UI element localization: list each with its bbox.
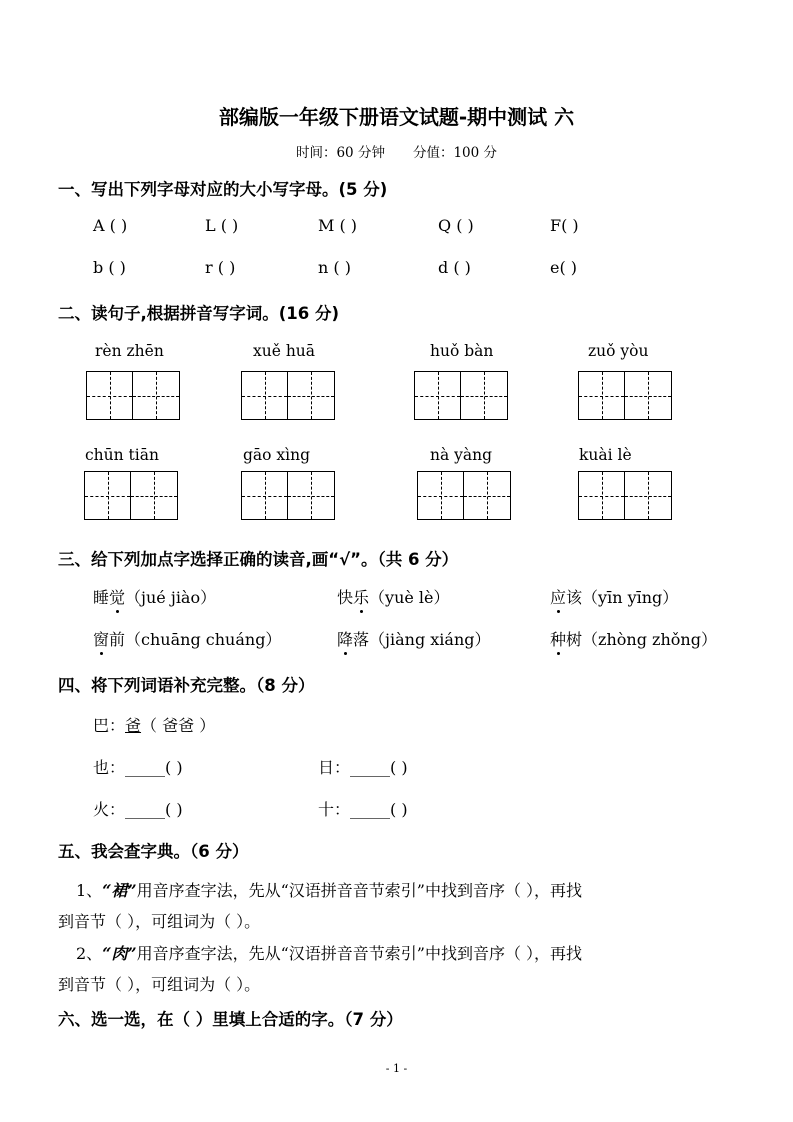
query-char: “裙” xyxy=(102,881,137,900)
dotted-char: 觉 xyxy=(109,585,125,608)
letter-item: Q ( ) xyxy=(438,216,474,235)
reading-item[interactable] xyxy=(337,585,450,608)
exam-meta xyxy=(0,141,793,161)
example-answer: 爸 xyxy=(125,716,142,735)
pinyin-label: rèn zhēn xyxy=(95,342,164,360)
dict-question-1-cont[interactable]: 到音节（ ），可组词为（ ）。 xyxy=(58,912,261,931)
letter-item: F( ) xyxy=(550,216,579,235)
reading-item[interactable] xyxy=(550,585,678,608)
letter-item: A ( ) xyxy=(93,216,128,235)
reading-options: （zhòng zhǒng） xyxy=(582,630,717,649)
fill-item[interactable]: 也：_____( ) xyxy=(93,758,183,777)
pinyin-label: kuài lè xyxy=(579,446,632,464)
query-char: “肉” xyxy=(102,944,137,963)
letter-item: e( ) xyxy=(550,258,578,277)
dotted-char: 窗 xyxy=(93,627,109,650)
pinyin-label: huǒ bàn xyxy=(430,342,494,360)
page-number: - 1 - xyxy=(385,1062,408,1075)
fill-item[interactable]: 日：_____( ) xyxy=(318,758,408,777)
reading-options: （yīn yīng） xyxy=(582,588,679,607)
letter-item: M ( ) xyxy=(318,216,358,235)
writing-grid[interactable] xyxy=(578,371,672,420)
question-text: 用音序查字法，先从“汉语拼音音节索引”中找到音序（ ），再找 xyxy=(136,881,583,900)
letter-item: r ( ) xyxy=(205,258,236,277)
writing-grid[interactable] xyxy=(86,371,180,420)
writing-grid[interactable] xyxy=(241,371,335,420)
section-4-heading: 四、将下列词语补充完整。（8 分） xyxy=(58,676,315,695)
reading-item[interactable] xyxy=(93,585,216,608)
dotted-char: 应 xyxy=(550,585,566,608)
question-text: 用音序查字法，先从“汉语拼音音节索引”中找到音序（ ），再找 xyxy=(136,944,583,963)
dotted-char: 种 xyxy=(550,627,566,650)
word-char: 该 xyxy=(566,588,583,607)
reading-item[interactable] xyxy=(550,627,717,650)
question-number: 2、 xyxy=(76,944,103,963)
letter-item: d ( ) xyxy=(438,258,471,277)
reading-options: （chuāng chuáng） xyxy=(125,630,282,649)
pinyin-label: gāo xìng xyxy=(243,446,311,464)
word-char: 睡 xyxy=(93,588,110,607)
section-6-heading: 六、选一选，在（ ）里填上合适的字。（7 分） xyxy=(58,1010,403,1029)
section-1-heading: 一、写出下列字母对应的大小写字母。(5 分) xyxy=(58,180,388,199)
word-char: 树 xyxy=(566,630,583,649)
writing-grid[interactable] xyxy=(241,471,335,520)
pinyin-label: xuě huā xyxy=(253,342,316,360)
dict-question-2[interactable] xyxy=(76,941,582,964)
fill-item[interactable]: 火：_____( ) xyxy=(93,800,183,819)
dict-question-2-cont[interactable]: 到音节（ ），可组词为（ ）。 xyxy=(58,975,261,994)
writing-grid[interactable] xyxy=(578,471,672,520)
fill-item[interactable]: 十：_____( ) xyxy=(318,800,408,819)
letter-item: n ( ) xyxy=(318,258,351,277)
letter-item: L ( ) xyxy=(205,216,239,235)
example-word: （ 爸爸 ） xyxy=(141,716,216,735)
dotted-char: 降 xyxy=(337,627,353,650)
reading-options: （jué jiào） xyxy=(125,588,217,607)
pinyin-label: chūn tiān xyxy=(85,446,159,464)
exam-score: 分值：100 分 xyxy=(412,145,498,161)
example-item xyxy=(93,713,215,736)
example-prefix: 巴： xyxy=(93,716,126,735)
exam-time: 时间：60 分钟 xyxy=(295,145,385,161)
question-number: 1、 xyxy=(76,881,103,900)
reading-item[interactable] xyxy=(337,627,491,650)
reading-options: （yuè lè） xyxy=(369,588,450,607)
writing-grid[interactable] xyxy=(417,471,511,520)
page-title: 部编版一年级下册语文试题-期中测试 六 xyxy=(218,105,575,129)
dotted-char: 乐 xyxy=(353,585,369,608)
word-char: 前 xyxy=(109,630,126,649)
section-2-heading: 二、读句子,根据拼音写字词。(16 分) xyxy=(58,304,340,323)
section-5-heading: 五、我会查字典。（6 分） xyxy=(58,842,249,861)
dict-question-1[interactable] xyxy=(76,878,582,901)
reading-item[interactable] xyxy=(93,627,281,650)
pinyin-label: nà yàng xyxy=(430,446,493,464)
reading-options: （jiàng xiáng） xyxy=(369,630,491,649)
word-char: 落 xyxy=(353,630,370,649)
section-3-heading: 三、给下列加点字选择正确的读音,画“√”。（共 6 分） xyxy=(58,550,459,569)
pinyin-label: zuǒ yòu xyxy=(588,342,649,360)
writing-grid[interactable] xyxy=(414,371,508,420)
letter-item: b ( ) xyxy=(93,258,126,277)
writing-grid[interactable] xyxy=(84,471,178,520)
word-char: 快 xyxy=(337,588,354,607)
